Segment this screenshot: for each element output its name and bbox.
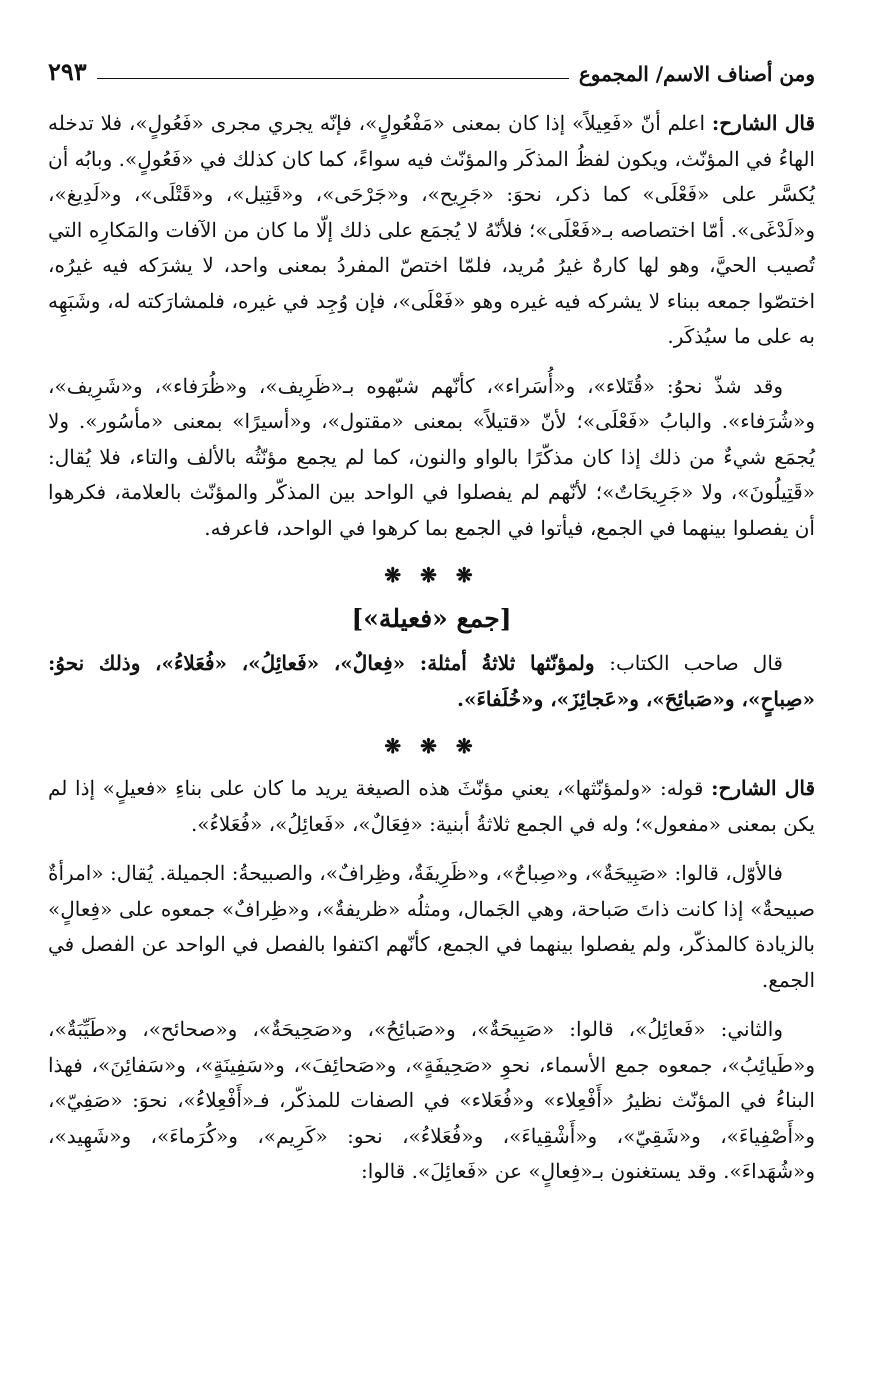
paragraph-2 bbox=[48, 369, 815, 547]
paragraph-6 bbox=[48, 1012, 815, 1190]
running-header bbox=[48, 48, 815, 86]
author-quote: ولمؤنّثها ثلاثةُ أمثلة: «فِعالٌ»، «فَعائِلُ»، «فُعَلاءُ»، وذلك نحوُ: «صِباحٍ»، و«صَبائِحَ»، و«عَجائِزَ»، و«خُلَفاءَ». bbox=[48, 651, 815, 711]
paragraph-commentary-2 bbox=[48, 771, 815, 842]
page-number: ٢٩٣ bbox=[48, 57, 87, 86]
paragraph-text: اعلم أنّ «فَعِيلاً» إذا كان بمعنى «مَفْعُولٍ»، فإنّه يجري مجرى «فَعُولٍ»، فلا تدخله الهاءُ في المؤنّث، ويكون لفظُ المذكَر والمؤنّث فيه سواءً، كما كان كذلك في «فَعُولٍ». وبابُه أن يُكسَّر على «فَعْلَى» كما ذكر، نحوَ: «جَرِيح»، و«جَرْحَى»، و«قَتِيل»، و«قَتْلَى»، و«لَدِيغ»، و«لَدْغَى». أمّا اختصاصه بـ«فَعْلَى»؛ فلأنّهُ لا يُجمَع على ذلك إلّا ما كان من الآفات والمَكارِه التي تُصيب الحيَّ، وهو لها كارهٌ غيرُ مُريد، فلمّا اختصّ المفردُ بمعنى واحد، لا يشرَكه فيه غيرُه، اختصّوا جمعه ببناء لا يشركه فيه غيره وهو «فَعْلَى»، فإن وُجِد في غيره، فلمشارَكته له، وشَبَهِه به على ما سيُذكَر. bbox=[48, 111, 816, 348]
commentator-label: قال الشارح: bbox=[711, 776, 816, 800]
author-label: قال صاحب الكتاب: bbox=[609, 651, 783, 675]
section-heading: [جمع «فعيلة»] bbox=[351, 604, 512, 633]
header-title: ومن أصناف الاسم/ المجموع bbox=[578, 62, 815, 86]
paragraph-text: قوله: «ولمؤنّثها»، يعني مؤنّثَ هذه الصيغة يريد ما كان على بناءِ «فعيلٍ» إذا لم يكن بمعنى «مفعول»؛ وله في الجمع ثلاثةُ أبنية: «فِعَالٌ»، «فَعائِلُ»، «فُعَلاءُ». bbox=[48, 776, 815, 836]
paragraph-author-text bbox=[48, 646, 815, 717]
paragraph-text: وقد شذّ نحوُ: «قُتَلاء»، و«أُسَراء»، كأنّهم شبّهوه بـ«ظَرِيف»، و«ظُرَفاء»، و«شَرِيف»، و«شُرَفاء». والبابُ «فَعْلَى»؛ لأنّ «قتيلاً» بمعنى «مقتول»، و«أسيرًا» بمعنى «مأسُور». ولا يُجمَع شيءٌ من ذلك إذا كان مذكّرًا بالواو والنون، كما لم يجمع مؤنّثُه بالألف والتاء، فلا يُقال: «قَتِيلُونَ»، ولا «جَرِيحَاتٌ»؛ لأنّهم لم يفصلوا في الواحد بين المذكّر والمؤنّث بالعلامة، فكرهوا أن يفصلوا بينهما في الجمع، فيأتوا في الجمع بما كرهوا في الواحد، فاعرفه. bbox=[48, 373, 815, 540]
header-rule bbox=[97, 78, 569, 79]
section-separator: ❋ ❋ ❋ bbox=[384, 563, 479, 587]
commentator-label: قال الشارح: bbox=[711, 111, 815, 135]
section-separator: ❋ ❋ ❋ bbox=[384, 734, 479, 758]
paragraph-text: والثاني: «فَعائِلُ»، قالوا: «صَبِيحَةٌ»، و«صَبائِحُ»، و«صَحِيحَةٌ»، و«صحائح»، و«طَيِّبَةٌ»، و«طَيائِبُ»، جمعوه جمع الأسماء، نحوِ «صَحِيفَةٍ»، و«صَحائِفَ»، و«سَفِينَةٍ»، و«سَفائِنَ»، فهذا البناءُ في المؤنّث نظيرُ «أَفْعِلاء» و«فُعَلاء» في الصفات للمذكّر، فـ«أَفْعِلاءُ»، نحوَ: «صَفِيّ»، و«أَصْفِياءَ»، و«شَقِيّ»، و«أَشْقِياءَ»، و«فُعَلاءُ»، نحو: «كَرِيم»، و«كُرَماءَ»، و«شَهِيد»، و«شُهَداءَ». وقد يستغنون بـ«فِعالٍ» عن «فَعائِلَ». قالوا: bbox=[48, 1017, 815, 1183]
paragraph-text: فالأوّل، قالوا: «صَبِيحَةٌ»، و«صِباحٌ»، و«ظَرِيفَةٌ، وظِرافٌ»، والصبيحةُ: الجميلة. يُقال: «امرأةٌ صبيحةٌ» إذا كانت ذاتَ صَباحة، وهي الجَمال، ومثلُه «ظريفةٌ»، و«ظِرافٌ» جمعوه على «فِعالٍ» بالزيادة كالمذكّر، ولم يفصلوا بينهما في الجمع، كأنّهم اكتفوا بالفصل في الواحد عن الفصل في الجمع. bbox=[48, 861, 815, 992]
paragraph-commentary-1 bbox=[48, 106, 815, 355]
paragraph-5 bbox=[48, 856, 815, 998]
